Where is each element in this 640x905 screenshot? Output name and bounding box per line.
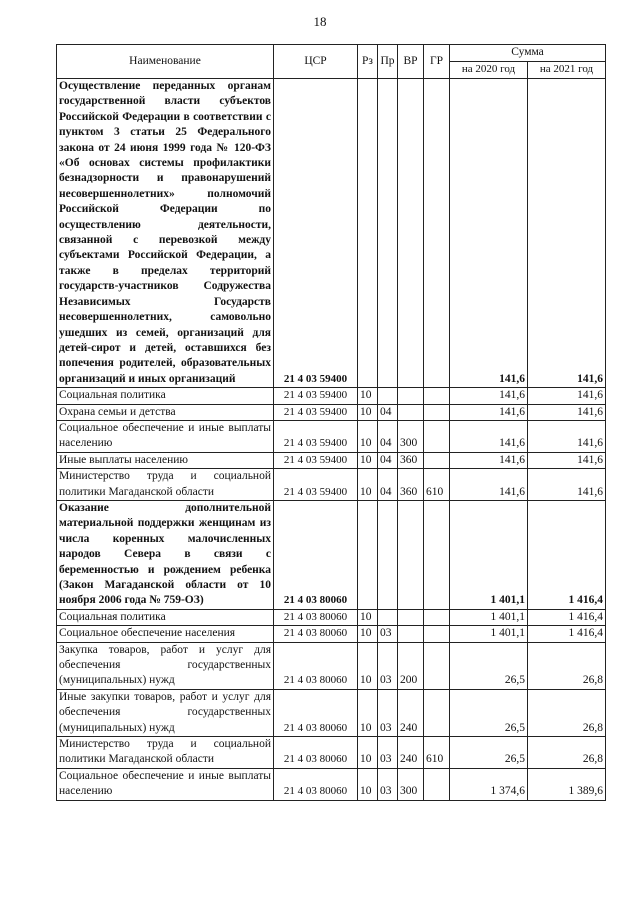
table-row: [57, 420, 606, 452]
row-sum-2021: 1 416,4: [528, 500, 606, 609]
row-sum-2020: 1 374,6: [450, 768, 528, 800]
page-number: 18: [313, 14, 327, 29]
table-row: [57, 768, 606, 800]
row-rz: 10: [358, 642, 378, 689]
row-vr: [398, 626, 424, 642]
row-csr: 21 4 03 80060: [274, 689, 358, 736]
row-sum-2021: 141,6: [528, 469, 606, 501]
row-rz: 10: [358, 626, 378, 642]
table-body: [57, 79, 606, 801]
row-csr: 21 4 03 80060: [274, 737, 358, 769]
row-rz: 10: [358, 452, 378, 468]
row-sum-2021: 1 416,4: [528, 609, 606, 625]
table-row: [57, 500, 606, 609]
row-pr: 03: [378, 689, 398, 736]
row-gr: [424, 689, 450, 736]
row-gr: [424, 388, 450, 404]
row-pr: [378, 500, 398, 609]
row-vr: [398, 79, 424, 388]
row-name: Министерство труда и социальной политики Магаданской области: [57, 469, 274, 501]
table-row: [57, 452, 606, 468]
row-vr: 300: [398, 420, 424, 452]
row-sum-2020: 26,5: [450, 689, 528, 736]
row-name: Социальное обеспечение населения: [57, 626, 274, 642]
row-csr: 21 4 03 80060: [274, 609, 358, 625]
row-name: Социальное обеспечение и иные выплаты населению: [57, 768, 274, 800]
row-gr: [424, 626, 450, 642]
table-row: [57, 609, 606, 625]
row-pr: 03: [378, 768, 398, 800]
header-year-2021: на 2021 год: [528, 62, 606, 79]
row-sum-2020: 141,6: [450, 469, 528, 501]
row-name: Министерство труда и социальной политики Магаданской области: [57, 737, 274, 769]
header-csr: ЦСР: [274, 45, 358, 79]
row-name: Иные закупки товаров, работ и услуг для обеспечения государственных (муниципальных) нужд: [57, 689, 274, 736]
row-rz: [358, 79, 378, 388]
row-gr: [424, 452, 450, 468]
row-pr: 04: [378, 452, 398, 468]
row-vr: 240: [398, 689, 424, 736]
row-sum-2020: 141,6: [450, 79, 528, 388]
row-rz: 10: [358, 768, 378, 800]
row-vr: 300: [398, 768, 424, 800]
row-sum-2021: 141,6: [528, 452, 606, 468]
table-row: [57, 689, 606, 736]
row-sum-2020: 1 401,1: [450, 500, 528, 609]
row-csr: 21 4 03 59400: [274, 452, 358, 468]
row-sum-2021: 26,8: [528, 737, 606, 769]
row-pr: 03: [378, 642, 398, 689]
row-gr: 610: [424, 737, 450, 769]
row-sum-2020: 141,6: [450, 388, 528, 404]
table-row: [57, 79, 606, 388]
row-name: Иные выплаты населению: [57, 452, 274, 468]
row-rz: 10: [358, 737, 378, 769]
row-vr: [398, 609, 424, 625]
table-row: [57, 404, 606, 420]
budget-table: [56, 44, 606, 801]
row-rz: 10: [358, 404, 378, 420]
row-sum-2021: 141,6: [528, 388, 606, 404]
row-sum-2021: 141,6: [528, 79, 606, 388]
header-name: Наименование: [57, 45, 274, 79]
row-sum-2021: 141,6: [528, 404, 606, 420]
row-vr: 360: [398, 469, 424, 501]
row-csr: 21 4 03 59400: [274, 79, 358, 388]
row-rz: 10: [358, 689, 378, 736]
header-year-2020: на 2020 год: [450, 62, 528, 79]
row-csr: 21 4 03 80060: [274, 642, 358, 689]
row-vr: [398, 404, 424, 420]
row-pr: 04: [378, 404, 398, 420]
row-pr: [378, 609, 398, 625]
table-row: [57, 737, 606, 769]
row-vr: [398, 500, 424, 609]
row-vr: [398, 388, 424, 404]
row-vr: 240: [398, 737, 424, 769]
row-name: Охрана семьи и детства: [57, 404, 274, 420]
row-sum-2020: 26,5: [450, 737, 528, 769]
row-pr: 04: [378, 420, 398, 452]
row-csr: 21 4 03 80060: [274, 626, 358, 642]
table-row: [57, 642, 606, 689]
row-rz: [358, 500, 378, 609]
row-name: Оказание дополнительной материальной поддержки женщинам из числа коренных малочисленных народов Севера в связи с беременностью и рождением ребенка (Закон Магаданской области от 10 ноября 2006 года № 759-ОЗ): [57, 500, 274, 609]
table-row: [57, 388, 606, 404]
row-sum-2021: 26,8: [528, 689, 606, 736]
table-row: [57, 626, 606, 642]
header-rz: Рз: [358, 45, 378, 79]
row-gr: [424, 768, 450, 800]
table-row: [57, 469, 606, 501]
row-sum-2020: 141,6: [450, 452, 528, 468]
row-name: Социальное обеспечение и иные выплаты населению: [57, 420, 274, 452]
row-csr: 21 4 03 80060: [274, 768, 358, 800]
row-rz: 10: [358, 469, 378, 501]
row-pr: 03: [378, 626, 398, 642]
row-vr: 360: [398, 452, 424, 468]
row-gr: 610: [424, 469, 450, 501]
row-name: Осуществление переданных органам государственной власти субъектов Российской Федерации в соответствии с пунктом 3 статьи 25 Федерального закона от 24 июня 1999 года № 120-ФЗ «Об основах системы профилактики безнадзорности и правонарушений несовершеннолетних» полномочий Российской Федерации по осуществлению деятельности, связанной с перевозкой между субъектами Российской Федерации, а также в пределах территорий государств-участников Содружества Независимых Государств несовершеннолетних, самовольно ушедших из семей, организаций для детей-сирот и детей, оставшихся без попечения родителей, образовательных организаций и иных организаций: [57, 79, 274, 388]
header-sum: Сумма: [450, 45, 606, 62]
row-name: Социальная политика: [57, 388, 274, 404]
row-rz: 10: [358, 609, 378, 625]
row-sum-2020: 26,5: [450, 642, 528, 689]
row-csr: 21 4 03 59400: [274, 388, 358, 404]
row-pr: 03: [378, 737, 398, 769]
row-csr: 21 4 03 59400: [274, 404, 358, 420]
header-vr: ВР: [398, 45, 424, 79]
header-pr: Пр: [378, 45, 398, 79]
row-rz: 10: [358, 420, 378, 452]
header-gr: ГР: [424, 45, 450, 79]
row-gr: [424, 79, 450, 388]
row-sum-2021: 1 389,6: [528, 768, 606, 800]
row-gr: [424, 642, 450, 689]
row-csr: 21 4 03 59400: [274, 420, 358, 452]
row-pr: [378, 79, 398, 388]
row-sum-2021: 1 416,4: [528, 626, 606, 642]
row-sum-2020: 1 401,1: [450, 626, 528, 642]
row-pr: [378, 388, 398, 404]
row-csr: 21 4 03 59400: [274, 469, 358, 501]
row-gr: [424, 609, 450, 625]
row-vr: 200: [398, 642, 424, 689]
row-gr: [424, 420, 450, 452]
row-rz: 10: [358, 388, 378, 404]
row-name: Социальная политика: [57, 609, 274, 625]
row-csr: 21 4 03 80060: [274, 500, 358, 609]
row-name: Закупка товаров, работ и услуг для обеспечения государственных (муниципальных) нужд: [57, 642, 274, 689]
row-sum-2020: 141,6: [450, 420, 528, 452]
row-sum-2021: 26,8: [528, 642, 606, 689]
row-pr: 04: [378, 469, 398, 501]
row-sum-2021: 141,6: [528, 420, 606, 452]
row-sum-2020: 1 401,1: [450, 609, 528, 625]
row-gr: [424, 404, 450, 420]
row-gr: [424, 500, 450, 609]
row-sum-2020: 141,6: [450, 404, 528, 420]
